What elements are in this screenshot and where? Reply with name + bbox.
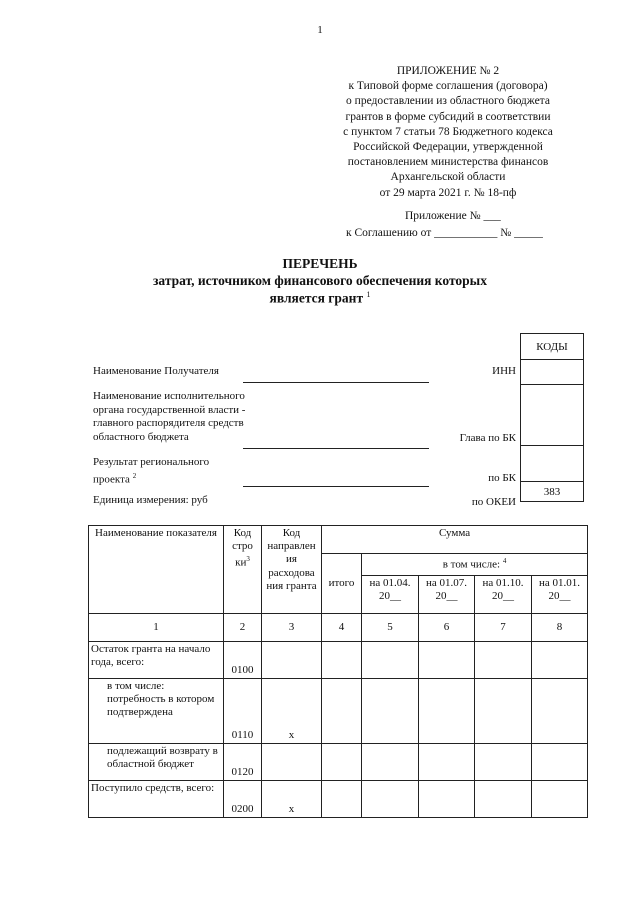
value-cell[interactable] [475,744,532,781]
appendix-line: Архангельской области [390,171,506,184]
row-direction [262,642,322,679]
row-direction [262,744,322,781]
value-cell[interactable] [362,744,419,781]
value-cell[interactable] [419,744,475,781]
col-number: 5 [362,614,419,642]
authority-field[interactable] [243,448,429,449]
col-number: 7 [475,614,532,642]
value-cell[interactable] [322,744,362,781]
row-name: подлежащий возврату в областной бюджет [89,744,224,781]
document-subtitle: затрат, источником финансового обеспечения которых [153,273,487,288]
row-code: 0120 [224,744,262,781]
header-date-q1: на 01.04. 20__ [362,576,419,614]
sub-appendix-label: Приложение № ___ [405,210,501,222]
col-number: 4 [322,614,362,642]
po-bk-code-cell[interactable] [521,446,584,482]
po-okei-label: по ОКЕИ [471,496,516,508]
footnote-mark: 1 [366,290,371,299]
document-subtitle-2: является грант $^1$ [269,290,371,306]
value-cell[interactable] [322,642,362,679]
value-cell[interactable] [362,642,419,679]
recipient-label: Наименование Получателя [93,365,219,377]
header-total: итого [322,554,362,614]
inn-code-cell[interactable] [521,360,584,385]
value-cell[interactable] [322,679,362,744]
inn-label: ИНН [492,365,516,377]
row-name: Остаток гранта на начало года, всего: [89,642,224,679]
table-row [89,679,588,744]
authority-label: Наименование исполнительного органа государственной власти - главного распорядителя средств областного бюджета [93,390,246,443]
result-label: Результат регионального проекта $^2$ [93,456,210,486]
value-cell[interactable] [362,781,419,818]
value-cell[interactable] [475,642,532,679]
agreement-reference: к Соглашению от ___________ № _____ [346,227,543,239]
header-name: Наименование показателя [89,526,224,614]
value-cell[interactable] [475,679,532,744]
value-cell[interactable] [419,679,475,744]
glava-bk-label: Глава по БК [459,432,516,444]
value-cell[interactable] [532,679,588,744]
header-date-q3: на 01.10. 20__ [475,576,532,614]
col-number: 3 [262,614,322,642]
column-numbers-row [89,614,588,642]
col-number: 8 [532,614,588,642]
table-row [89,642,588,679]
header-direction-code: Код направлен ия расходова ния гранта [262,526,322,614]
value-cell[interactable] [419,781,475,818]
row-code: 0110 [224,679,262,744]
table-row [89,781,588,818]
row-code: 0200 [224,781,262,818]
appendix-line: ПРИЛОЖЕНИЕ № 2 [396,65,500,77]
appendix-header [318,64,578,201]
row-name: Поступило средств, всего: [89,781,224,818]
unit-label: Единица измерения: руб [93,494,208,506]
value-cell[interactable] [322,781,362,818]
recipient-field[interactable] [243,382,429,383]
appendix-line: с пунктом 7 статьи 78 Бюджетного кодекса [343,125,553,138]
header-date-q4: на 01.01. 20__ [532,576,588,614]
table-row [89,744,588,781]
codes-header: КОДЫ [521,334,584,360]
expenses-table [88,525,588,818]
col-number: 2 [224,614,262,642]
row-direction: x [262,781,322,818]
glava-bk-code-cell[interactable] [521,385,584,446]
header-date-q2: на 01.07. 20__ [419,576,475,614]
codes-box [520,333,584,502]
row-direction: x [262,679,322,744]
value-cell[interactable] [362,679,419,744]
col-number: 6 [419,614,475,642]
value-cell[interactable] [532,781,588,818]
row-code: 0100 [224,642,262,679]
document-title: ПЕРЕЧЕНЬ [282,256,358,271]
value-cell[interactable] [475,781,532,818]
appendix-line: Российской Федерации, утвержденной [353,141,543,154]
value-cell[interactable] [419,642,475,679]
header-sum: Сумма [322,526,588,554]
okei-code-cell: 383 [521,482,584,502]
header-row-code: Код стро $ки^3$ [224,526,262,614]
row-name: в том числе: потребность в котором подтверждена [89,679,224,744]
appendix-line: о предоставлении из областного бюджета [346,95,550,108]
appendix-line: от 29 марта 2021 г. № 18-пф [379,186,517,199]
header-including: в том числе: $^4$ [362,554,588,576]
result-field[interactable] [243,486,429,487]
value-cell[interactable] [532,744,588,781]
appendix-line: грантов в форме субсидий в соответствии [345,110,551,123]
col-number: 1 [89,614,224,642]
page-number: 1 [317,24,323,36]
appendix-line: постановлением министерства финансов [347,156,549,169]
value-cell[interactable] [532,642,588,679]
po-bk-label: по БК [488,472,516,484]
appendix-line: к Типовой форме соглашения (договора) [348,80,548,93]
